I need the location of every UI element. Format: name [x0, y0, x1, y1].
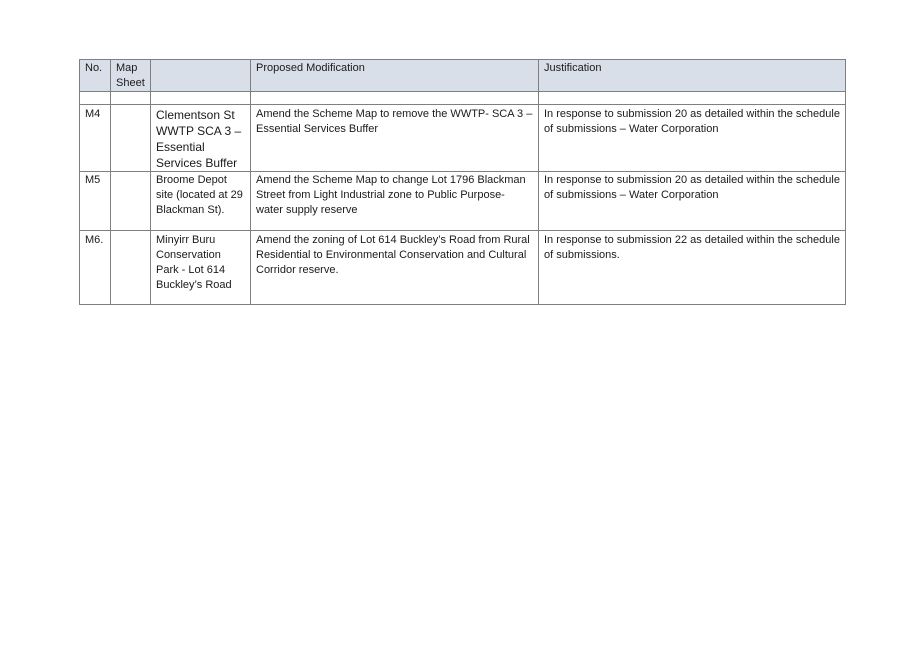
location-line: WWTP SCA 3 – — [156, 124, 242, 138]
row-modification: Amend the Scheme Map to remove the WWTP- SCA 3 – Essential Services Buffer — [251, 105, 539, 172]
spacer-cell — [151, 92, 251, 105]
spacer-cell — [251, 92, 539, 105]
row-justification: In response to submission 22 as detailed within the schedule of submissions. — [539, 231, 846, 305]
header-row — [80, 60, 846, 92]
location-line: Buckley’s Road — [156, 279, 232, 291]
location-line: Broome Depot — [156, 174, 227, 186]
header-proposed-modification: Proposed Modification — [251, 60, 539, 92]
spacer-cell — [111, 92, 151, 105]
row-location — [151, 172, 251, 231]
location-line: Park - Lot 614 — [156, 264, 226, 276]
header-location — [151, 60, 251, 92]
row-no: M4 — [80, 105, 111, 172]
row-no: M5 — [80, 172, 111, 231]
row-modification: Amend the zoning of Lot 614 Buckley’s Road from Rural Residential to Environmental Conservation and Cultural Corridor reserve. — [251, 231, 539, 305]
row-map-sheet — [111, 231, 151, 305]
row-location — [151, 105, 251, 172]
header-justification: Justification — [539, 60, 846, 92]
header-map-sheet-line1: Map — [116, 62, 138, 74]
location-line: Clementson St — [156, 108, 235, 122]
table-body — [80, 92, 846, 305]
modifications-table — [79, 59, 846, 305]
header-map-sheet-line2: Sheet — [116, 77, 145, 89]
location-line: site (located at 29 — [156, 189, 243, 201]
row-map-sheet — [111, 105, 151, 172]
row-location — [151, 231, 251, 305]
table-header — [80, 60, 846, 92]
spacer-cell — [539, 92, 846, 105]
location-line: Services Buffer — [156, 156, 238, 170]
row-modification: Amend the Scheme Map to change Lot 1796 Blackman Street from Light Industrial zone to Public Purpose- water supply reserve — [251, 172, 539, 231]
location-line: Minyirr Buru — [156, 234, 216, 246]
spacer-row — [80, 92, 846, 105]
spacer-cell — [80, 92, 111, 105]
table-row-m5 — [80, 172, 846, 231]
header-no: No. — [80, 60, 111, 92]
table-row-m4 — [80, 105, 846, 172]
table-row-m6 — [80, 231, 846, 305]
location-line: Conservation — [156, 249, 221, 261]
header-map-sheet — [111, 60, 151, 92]
row-justification: In response to submission 20 as detailed within the schedule of submissions – Water Corporation — [539, 172, 846, 231]
location-line: Blackman St). — [156, 204, 225, 216]
row-no: M6. — [80, 231, 111, 305]
location-line: Essential — [156, 140, 205, 154]
row-map-sheet — [111, 172, 151, 231]
row-justification: In response to submission 20 as detailed within the schedule of submissions – Water Corporation — [539, 105, 846, 172]
